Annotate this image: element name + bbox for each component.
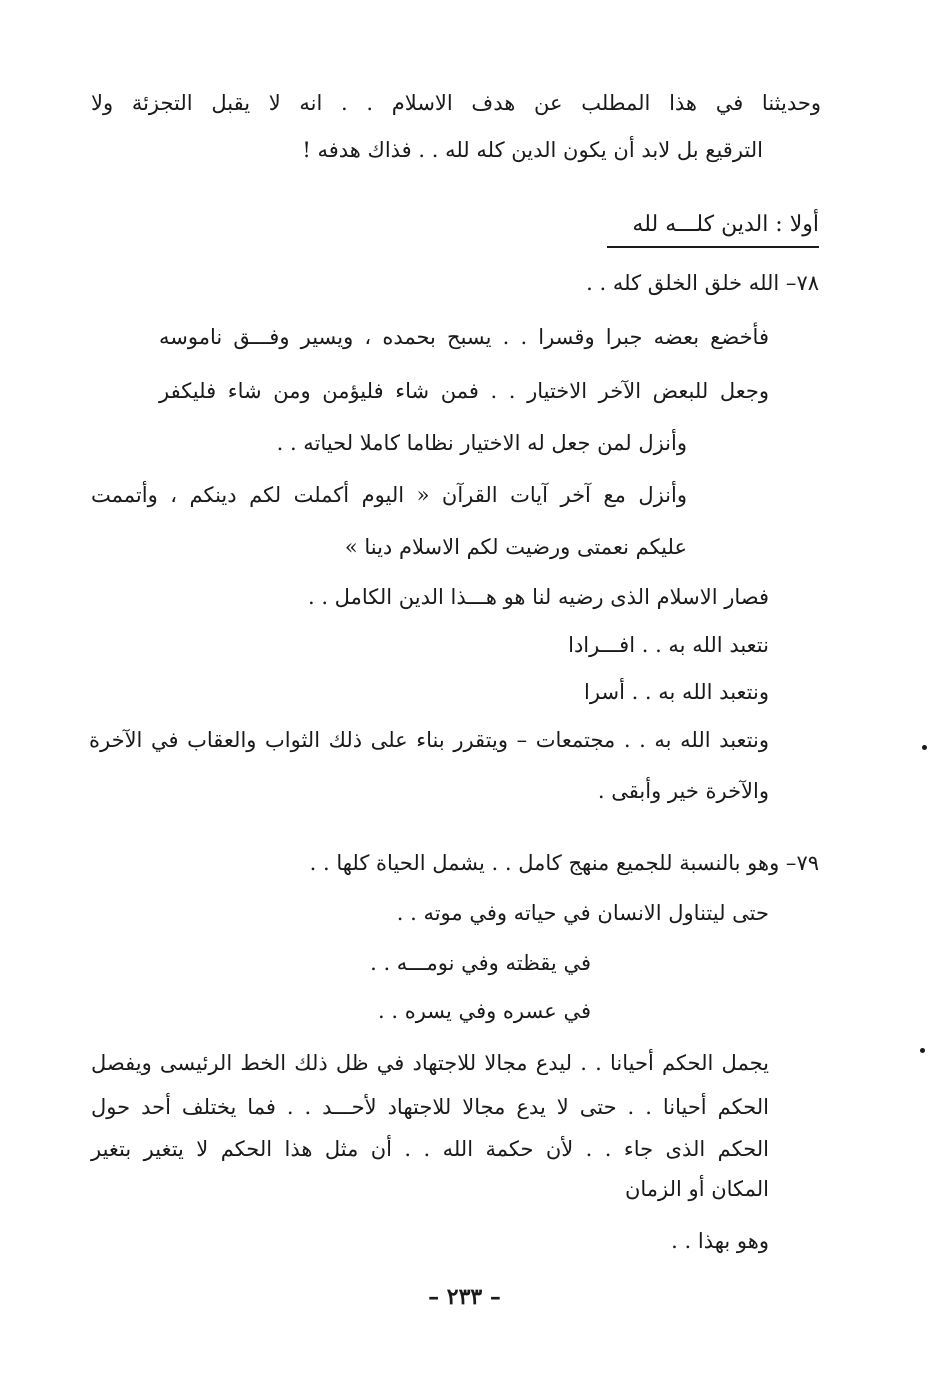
item-79-line: في يقظته وفي نومـــه . . <box>370 951 591 975</box>
paragraph-line: وهو بهذا . . <box>671 1229 769 1253</box>
intro-line-1: وحديثنا في هذا المطلب عن هدف الاسلام . . انه لا يقبل التجزئة ولا <box>91 91 821 115</box>
item-78-line: فصار الاسلام الذى رضيه لنا هو هـــذا الدين الكامل . . <box>307 585 769 609</box>
page-number: – ٢٣٣ – <box>428 1284 501 1310</box>
margin-mark <box>922 745 927 750</box>
section-heading: أولا : الدين كلـــه لله <box>607 210 819 248</box>
item-78-line: ونتعبد الله به . . أسرا <box>584 680 769 704</box>
item-79-line: حتى ليتناول الانسان في حياته وفي موته . . <box>396 901 769 925</box>
paragraph-line: يجمل الحكم أحيانا . . ليدع مجالا للاجتهاد في ظل ذلك الخط الرئيسى ويفصل <box>91 1051 769 1075</box>
item-78-line: نتعبد الله به . . افـــرادا <box>568 633 769 657</box>
item-78-line: عليكم نعمتى ورضيت لكم الاسلام دينا » <box>344 535 687 559</box>
item-78-line: والآخرة خير وأبقى . <box>597 779 769 803</box>
item-78-line: فأخضع بعضه جبرا وقسرا . . يسبح بحمده ، ويسير وفـــق ناموسه <box>159 325 769 349</box>
paragraph-line: الحكم أحيانا . . حتى لا يدع مجالا للاجتهاد لأحـــد . . فما يختلف أحد حول <box>91 1095 769 1119</box>
margin-mark <box>920 1048 925 1053</box>
paragraph-line: المكان أو الزمان <box>624 1177 769 1201</box>
paragraph-line: الحكم الذى جاء . . لأن حكمة الله . . أن مثل هذا الحكم لا يتغير بتغير <box>91 1137 769 1161</box>
item-78-line: وجعل للبعض الآخر الاختيار . . فمن شاء فليؤمن ومن شاء فليكفر <box>159 379 769 403</box>
intro-line-2: الترقيع بل لابد أن يكون الدين كله لله . . فذاك هدفه ! <box>302 138 763 162</box>
item-78-line: وأنزل مع آخر آيات القرآن « اليوم أكملت لكم دينكم ، وأتممت <box>91 483 687 507</box>
item-78-line: ونتعبد الله به . . مجتمعات – ويتقرر بناء على ذلك الثواب والعقاب في الآخرة <box>89 728 769 752</box>
item-79-line: في عسره وفي يسره . . <box>378 999 591 1023</box>
item-78-title: ٧٨– الله خلق الخلق كله . . <box>586 271 819 295</box>
item-78-line: وأنزل لمن جعل له الاختيار نظاما كاملا لحياته . . <box>276 431 687 455</box>
item-79-title: ٧٩– وهو بالنسبة للجميع منهج كامل . . يشمل الحياة كلها . . <box>309 851 819 875</box>
